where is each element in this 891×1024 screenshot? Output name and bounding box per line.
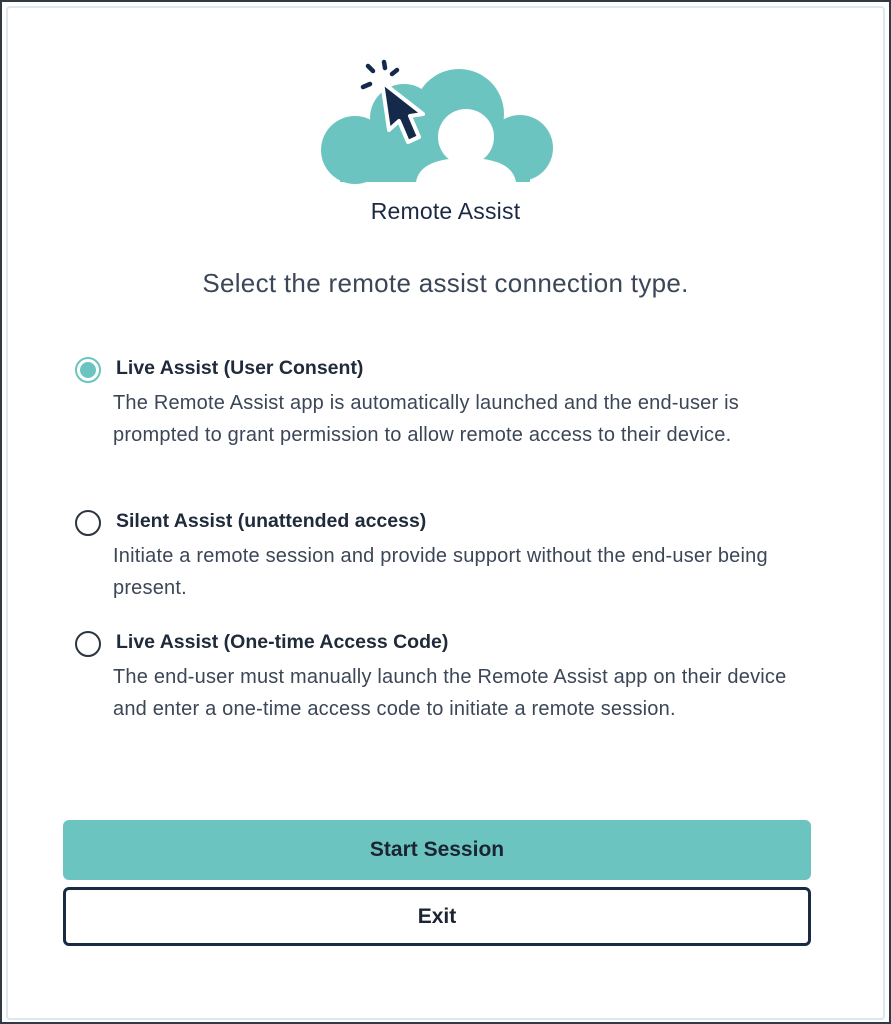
option-description: Initiate a remote session and provide support without the end-user being present. (113, 545, 768, 599)
option-label[interactable]: Silent Assist (unattended access) (116, 510, 427, 532)
option-description: The end-user must manually launch the Remote Assist app on their device and enter a one-time access code to initiate a remote session. (113, 666, 787, 720)
exit-button[interactable]: Exit (63, 887, 811, 946)
radio-live-assist-user-consent[interactable] (75, 357, 101, 383)
option-label[interactable]: Live Assist (One-time Access Code) (116, 631, 449, 653)
remote-assist-logo-icon (316, 56, 558, 186)
connection-type-prompt: Select the remote assist connection type. (202, 268, 689, 298)
app-title: Remote Assist (370, 198, 521, 224)
option-description: The Remote Assist app is automatically launched and the end-user is prompted to grant permission to allow remote access to their device. (113, 392, 739, 446)
radio-silent-assist[interactable] (75, 510, 101, 536)
radio-live-assist-access-code[interactable] (75, 631, 101, 657)
start-session-button[interactable]: Start Session (63, 820, 811, 880)
option-label[interactable]: Live Assist (User Consent) (116, 357, 364, 379)
